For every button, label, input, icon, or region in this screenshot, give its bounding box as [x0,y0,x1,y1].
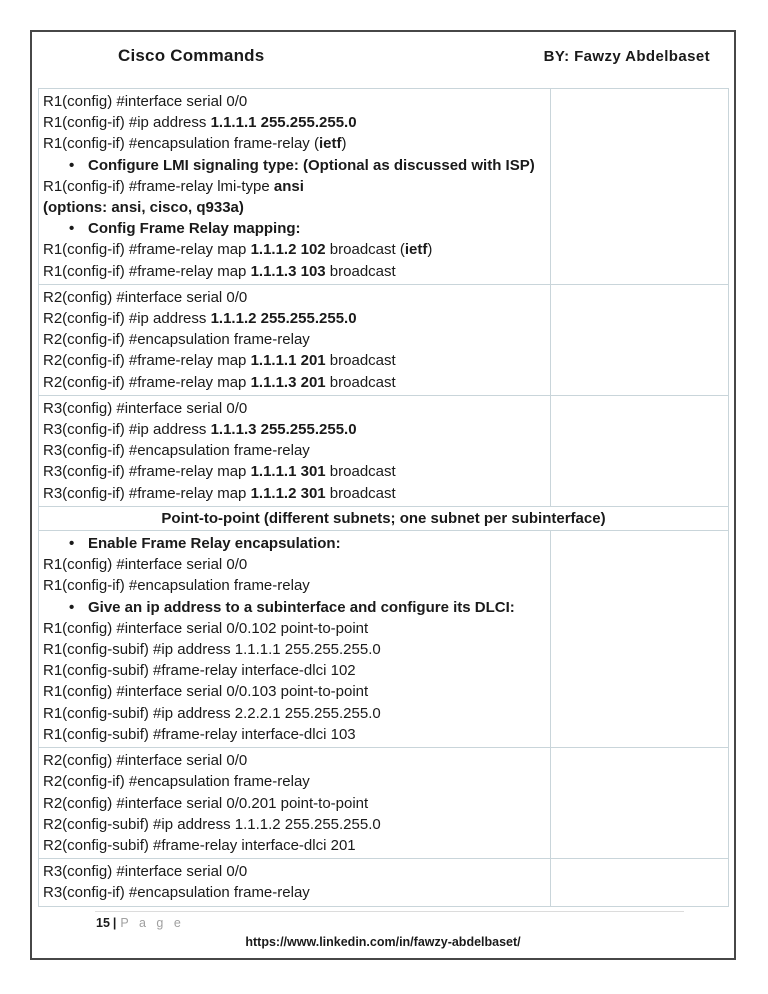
command-line [43,835,546,856]
command-text: R1(config) #interface serial 0/0.103 point-to-point [43,683,369,701]
command-text: R1(config-subif) #frame-relay interface-dlci 103 [43,725,356,743]
section-header-row [39,507,728,531]
command-text: broadcast [325,373,396,391]
commands-cell [39,396,551,506]
command-line [43,91,546,112]
command-line [43,419,546,440]
command-text: broadcast ( [325,241,405,259]
page-number [96,916,184,930]
commands-cell [39,89,551,284]
footer-divider [95,911,684,912]
command-line [43,398,546,419]
command-line [43,750,546,771]
command-text: R3(config-if) #encapsulation frame-relay [43,442,310,460]
notes-cell-empty [551,396,728,506]
command-line [43,133,546,154]
command-row [39,859,728,906]
command-text-bold: 1.1.1.2 102 [250,241,326,259]
command-line [43,703,546,724]
command-line [43,372,546,393]
command-text-bold: 1.1.1.2 255.255.255.0 [210,310,357,328]
command-text: broadcast [325,352,396,370]
command-line [43,350,546,371]
notes-cell-empty [551,748,728,858]
command-text-bold: Configure LMI signaling type: (Optional as discussed with ISP) [88,156,535,174]
command-text: R2(config-subif) #frame-relay interface-dlci 201 [43,836,356,854]
notes-cell-empty [551,285,728,395]
command-text: R1(config) #interface serial 0/0 [43,556,248,574]
author-byline: BY: Fawzy Abdelbaset [543,48,710,65]
command-text: ) [427,241,433,259]
command-line [43,639,546,660]
command-text-bold: ansi [273,177,304,195]
command-line [43,483,546,504]
command-text: R3(config) #interface serial 0/0 [43,399,248,417]
command-text: R1(config-if) #frame-relay lmi-type [43,177,274,195]
commands-cell [39,748,551,858]
command-text: R1(config-subif) #ip address 1.1.1.1 255.255.255.0 [43,641,381,659]
bullet-line [43,218,546,239]
command-text: R2(config) #interface serial 0/0 [43,288,248,306]
command-line [43,461,546,482]
command-text-bold: 1.1.1.3 201 [250,373,326,391]
bullet-line [43,597,546,618]
command-text: R3(config-if) #frame-relay map [43,463,251,481]
command-text: R1(config-if) #frame-relay map [43,241,251,259]
command-line [43,575,546,596]
command-text-bold: (options: ansi, cisco, q933a) [43,199,244,217]
command-text: R3(config-if) #frame-relay map [43,484,251,502]
command-text: R1(config) #interface serial 0/0.102 point-to-point [43,619,369,637]
commands-table [38,88,729,907]
command-row [39,89,728,285]
command-line [43,261,546,282]
command-line [43,793,546,814]
command-line [43,239,546,260]
commands-cell [39,531,551,747]
command-text-bold: ietf [318,135,342,153]
command-text-bold: 1.1.1.1 301 [250,463,326,481]
command-text: R2(config) #interface serial 0/0.201 point-to-point [43,794,369,812]
bullet-icon: • [69,598,75,616]
command-text: R1(config-subif) #ip address 2.2.2.1 255.255.255.0 [43,704,381,722]
command-text: R2(config-if) #frame-relay map [43,352,251,370]
document-title: Cisco Commands [118,46,265,65]
command-text: ) [341,135,347,153]
command-line [43,440,546,461]
linkedin-link[interactable]: https://www.linkedin.com/in/fawzy-abdelbaset/ [245,935,521,949]
page-number-value: 15 [96,916,110,930]
command-line [43,176,546,197]
command-text: R1(config) #interface serial 0/0 [43,93,248,110]
command-text: R1(config-if) #frame-relay map [43,262,251,280]
command-line [43,287,546,308]
command-line [43,554,546,575]
notes-cell-empty [551,89,728,284]
command-text: R2(config-subif) #ip address 1.1.1.2 255.255.255.0 [43,815,381,833]
command-line [43,660,546,681]
command-line [43,814,546,835]
command-text: R2(config-if) #encapsulation frame-relay [43,773,310,791]
command-text: R2(config) #interface serial 0/0 [43,752,248,770]
command-line [43,329,546,350]
bullet-icon: • [69,156,75,174]
command-line [43,197,546,218]
commands-cell [39,285,551,395]
command-line [43,112,546,133]
page-number-separator: | [112,916,117,930]
document-page [30,30,736,960]
command-text-bold: 1.1.1.1 255.255.255.0 [210,114,357,132]
command-line [43,771,546,792]
command-text: R2(config-if) #ip address [43,310,211,328]
commands-cell [39,859,551,905]
command-text: R2(config-if) #encapsulation frame-relay [43,331,310,349]
command-text-bold: ietf [404,241,428,259]
notes-cell-empty [551,531,728,747]
command-row [39,531,728,748]
command-line [43,308,546,329]
command-row [39,748,728,859]
command-text: R3(config-if) #encapsulation frame-relay [43,884,310,902]
command-line [43,724,546,745]
command-text: R1(config-subif) #frame-relay interface-dlci 102 [43,662,356,680]
command-text: R1(config-if) #encapsulation frame-relay [43,577,310,595]
command-text: R1(config-if) #encapsulation frame-relay ( [43,135,319,153]
page-header [32,46,734,66]
command-text-bold: Give an ip address to a subinterface and configure its DLCI: [88,598,515,616]
bullet-icon: • [69,220,75,238]
command-line [43,882,546,903]
command-text: R3(config) #interface serial 0/0 [43,863,248,881]
command-line [43,861,546,882]
bullet-line [43,155,546,176]
notes-cell-empty [551,859,728,905]
command-text-bold: Config Frame Relay mapping: [88,220,301,238]
command-text: R1(config-if) #ip address [43,114,211,132]
command-text: R3(config-if) #ip address [43,421,211,439]
command-text-bold: 1.1.1.3 255.255.255.0 [210,421,357,439]
bullet-icon: • [69,535,75,553]
command-text-bold: 1.1.1.3 103 [250,262,326,280]
command-text: R2(config-if) #frame-relay map [43,373,251,391]
command-text: broadcast [325,463,396,481]
command-line [43,681,546,702]
command-text: broadcast [325,262,396,280]
command-text-bold: 1.1.1.1 201 [250,352,326,370]
section-header-text: Point-to-point (different subnets; one subnet per subinterface) [161,509,606,527]
command-row [39,396,728,507]
command-text-bold: 1.1.1.2 301 [250,484,326,502]
bullet-line [43,533,546,554]
command-text-bold: Enable Frame Relay encapsulation: [88,535,341,553]
command-row [39,285,728,396]
command-line [43,618,546,639]
command-text: broadcast [325,484,396,502]
page-word: P a g e [120,916,185,930]
